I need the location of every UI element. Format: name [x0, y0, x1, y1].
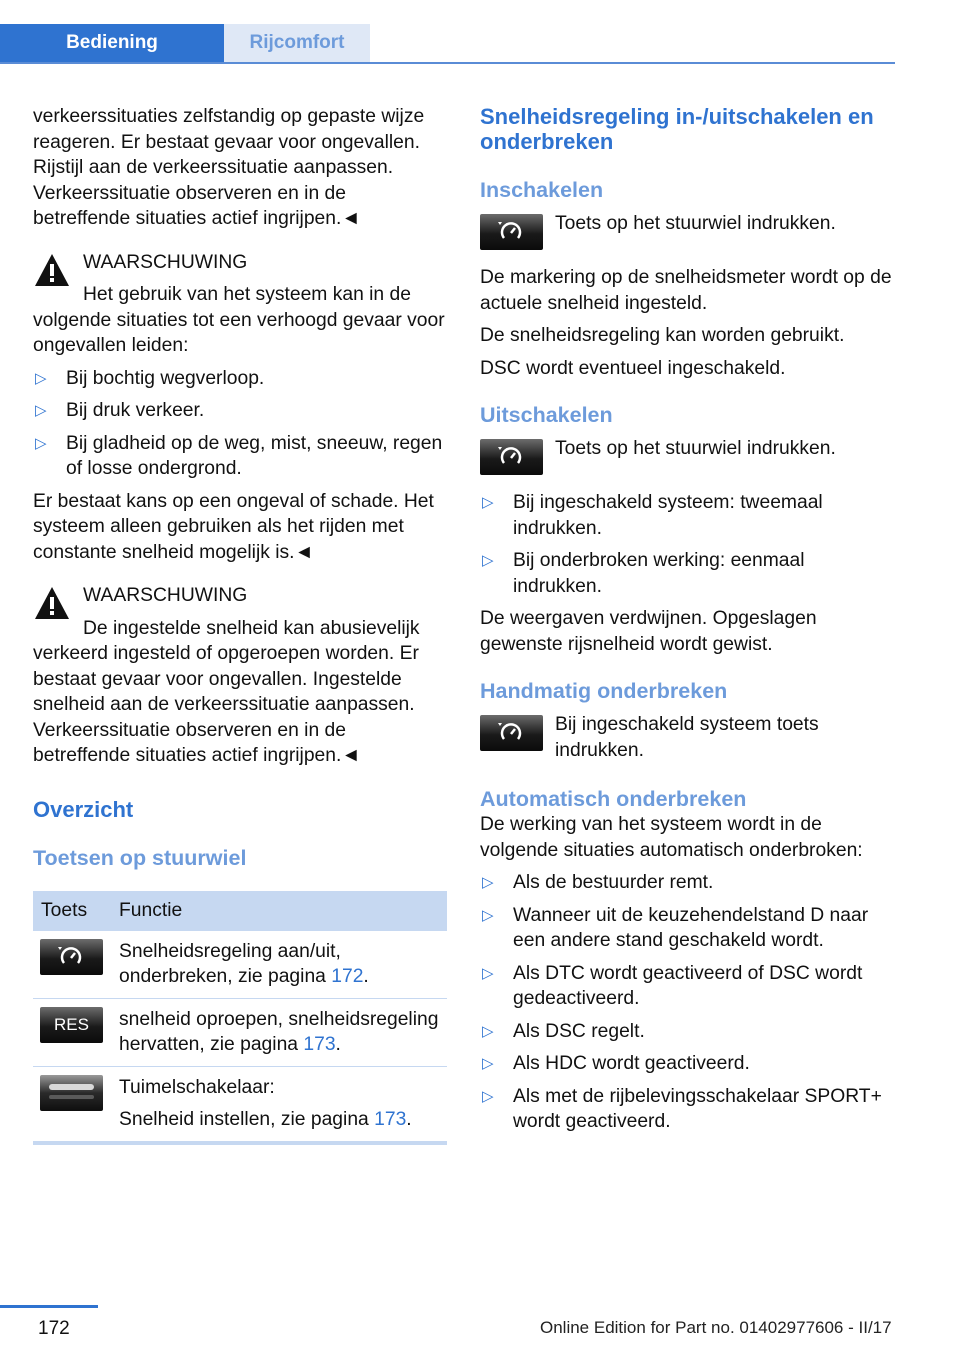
heading-overzicht: Overzicht: [33, 796, 134, 822]
table-row: [33, 1066, 447, 1141]
rocker-switch-icon: [40, 1075, 103, 1111]
table-row: [33, 998, 447, 1066]
table-bottom-rule: [33, 1141, 447, 1145]
bullet-triangle-icon: ▷: [35, 402, 47, 419]
heading-handmatig: Handmatig onderbreken: [480, 679, 728, 703]
heading-uitschakelen: Uitschakelen: [480, 403, 613, 427]
table-cell: Tuimelschakelaar: Snelheid instellen, zie pagina 173.: [119, 1076, 412, 1130]
button-instruction: Bij ingeschakeld systeem toets indrukken.: [480, 712, 896, 763]
page-link[interactable]: 172: [331, 966, 364, 987]
page-link[interactable]: 173: [374, 1109, 407, 1130]
page-number: 172: [38, 1318, 70, 1339]
edition-footer: Online Edition for Part no. 01402977606 - II/17: [540, 1318, 892, 1337]
heading-automatisch: Automatisch onderbreken: [480, 787, 747, 811]
warning-list: [33, 366, 447, 482]
res-button-icon: RES: [40, 1007, 103, 1043]
bullet-triangle-icon: ▷: [482, 874, 494, 891]
list-item: ▷ Bij gladheid op de weg, mist, sneeuw, regen of losse ondergrond.: [35, 432, 443, 479]
warning-title: WAARSCHUWING: [83, 251, 248, 273]
bullet-triangle-icon: ▷: [482, 964, 494, 982]
button-instruction: Toets op het stuurwiel indrukken.: [480, 436, 896, 476]
paragraph: De werking van het systeem wordt in de volgende situaties automatisch onderbroken:: [480, 814, 863, 861]
bullet-triangle-icon: ▷: [35, 369, 47, 387]
list-item: ▷ Als de bestuurder remt.: [480, 870, 896, 896]
warning-text: De ingestelde snelheid kan abusievelijk verkeerd ingesteld of opgeroepen worden. Er bestaat gevaar voor ongevallen. Ingestelde snelheid aan de verkeerssituatie aanpassen. Verkeerssituatie observeren en in de betreffende situaties actief ingrijpen.◄: [33, 617, 420, 766]
heading-inschakelen: Inschakelen: [480, 178, 604, 202]
bullet-triangle-icon: ▷: [482, 906, 494, 924]
warning-title: WAARSCHUWING: [83, 585, 248, 606]
heading-toetsen: Toetsen op stuurwiel: [33, 845, 247, 870]
auto-list: [480, 870, 896, 1135]
page-link[interactable]: 173: [303, 1034, 336, 1055]
keys-table: [33, 891, 447, 1141]
tab-bediening[interactable]: Bediening: [0, 24, 224, 62]
list-item: ▷ Wanneer uit de keuzehendelstand D naar een andere stand geschakeld wordt.: [482, 904, 869, 951]
table-header-functie: Functie: [111, 891, 447, 931]
cruise-control-button-icon: [480, 214, 543, 250]
bullet-triangle-icon: ▷: [482, 1055, 494, 1072]
heading-snelheidsregeling: Snelheidsregeling in-/uitschakelen en onderbreken: [480, 104, 874, 154]
paragraph: De snelheidsregeling kan worden gebruikt.: [480, 325, 845, 346]
bullet-triangle-icon: ▷: [482, 494, 494, 511]
table-row: [33, 931, 447, 999]
list-item: ▷ Bij bochtig wegverloop.: [33, 366, 447, 392]
cruise-control-button-icon: [40, 939, 103, 975]
table-cell: snelheid oproepen, snelheidsregeling hervatten, zie pagina 173.: [119, 1008, 439, 1055]
warning-triangle-icon: [33, 252, 71, 288]
list-item: ▷ Bij ingeschakeld systeem: tweemaal indrukken.: [482, 492, 823, 539]
cruise-control-button-icon: [480, 439, 543, 475]
warning-block-1: [33, 250, 447, 276]
warning-block-2: [33, 583, 447, 609]
paragraph: De markering op de snelheidsmeter wordt op de actuele snelheid ingesteld.: [480, 267, 892, 314]
bullet-triangle-icon: ▷: [482, 1022, 494, 1040]
list-item: ▷ Als DSC regelt.: [480, 1019, 896, 1045]
warning-triangle-icon: [33, 585, 71, 621]
bullet-triangle-icon: ▷: [482, 552, 494, 569]
list-item: ▷ Bij druk verkeer.: [33, 398, 447, 424]
button-instruction: Toets op het stuurwiel indrukken.: [480, 211, 896, 251]
bullet-triangle-icon: ▷: [35, 434, 47, 452]
bullet-triangle-icon: ▷: [482, 1087, 494, 1105]
page-number-rule: [0, 1305, 98, 1308]
list-item: ▷ Als met de rijbelevingsschakelaar SPORT+ wordt geactiveerd.: [482, 1085, 882, 1132]
left-column: [33, 104, 447, 1145]
cruise-control-button-icon: [480, 715, 543, 751]
table-cell: Snelheidsregeling aan/uit, onderbreken, zie pagina 172.: [119, 940, 369, 987]
list-item: ▷ Als DTC wordt geactiveerd of DSC wordt gedeactiveerd.: [482, 962, 863, 1009]
paragraph: DSC wordt eventueel ingeschakeld.: [480, 357, 786, 379]
warning-after-paragraph: Er bestaat kans op een ongeval of schade. Het systeem alleen gebruiken als het rijden met constante snelheid mogelijk is.◄: [33, 490, 434, 563]
intro-paragraph: verkeerssituaties zelfstandig op gepaste wijze reageren. Er bestaat gevaar voor ongevallen. Rijstijl aan de verkeerssituatie aanpassen. Verkeerssituatie observeren en in de betreffende situaties actief ingrijpen.◄: [33, 106, 425, 229]
list-item: ▷ Bij onderbroken werking: eenmaal indrukken.: [482, 550, 805, 597]
table-header-toets: Toets: [33, 891, 111, 931]
tab-rijcomfort[interactable]: Rijcomfort: [224, 24, 370, 62]
off-list: [480, 490, 896, 599]
paragraph: De weergaven verdwijnen. Opgeslagen gewenste rijsnelheid wordt gewist.: [480, 608, 817, 655]
header-bar: [0, 0, 895, 64]
list-item: ▷ Als HDC wordt geactiveerd.: [480, 1051, 896, 1077]
right-column: [480, 104, 896, 1142]
warning-text: Het gebruik van het systeem kan in de volgende situaties tot een verhoogd gevaar voor ongevallen leiden:: [33, 284, 445, 356]
